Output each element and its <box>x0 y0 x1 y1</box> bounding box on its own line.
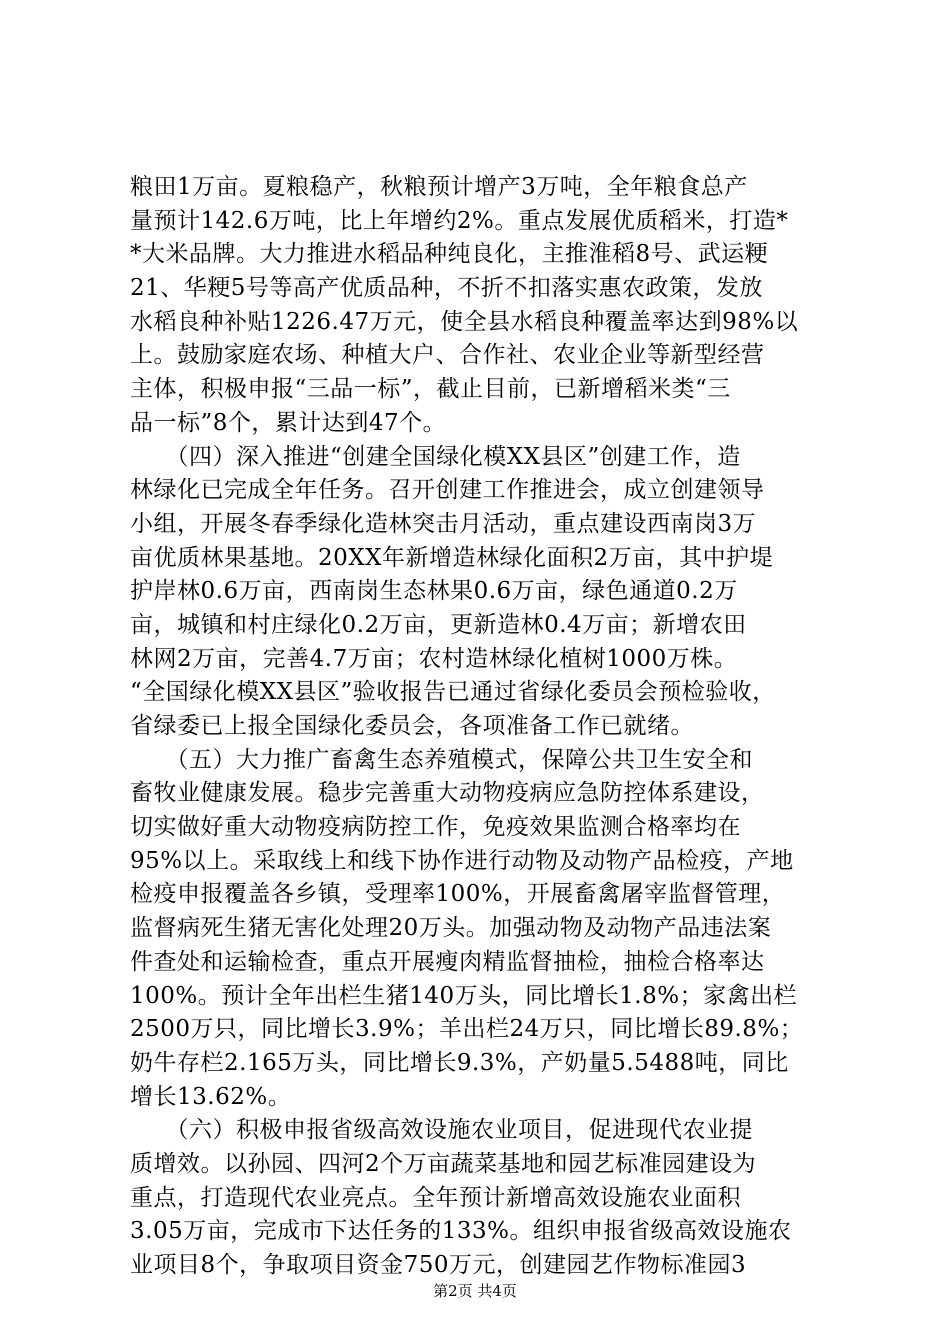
text-line: 件查处和运输检查，重点开展瘦肉精监督抽检，抽检合格率达 <box>130 948 765 975</box>
text-line: （四）深入推进“创建全国绿化模XX县区”创建工作，造 <box>130 443 741 470</box>
text-line: 品一标”8个，累计达到47个。 <box>130 409 447 436</box>
text-line: 监督病死生猪无害化处理20万头。加强动物及动物产品违法案 <box>130 915 772 942</box>
text-line: “全国绿化模XX县区”验收报告已通过省绿化委员会预检验收， <box>130 679 776 706</box>
page-footer <box>0 1280 950 1301</box>
text-line: 畜牧业健康发展。稳步完善重大动物疫病应急防控体系建设， <box>130 780 765 807</box>
text-line: 奶牛存栏2.165万头，同比增长9.3%，产奶量5.5488吨，同比 <box>130 1049 789 1076</box>
text-line: 水稻良种补贴1226.47万元，使全县水稻良种覆盖率达到98%以 <box>130 308 799 335</box>
text-line: 2500万只，同比增长3.9%；羊出栏24万只，同比增长89.8%； <box>130 1016 804 1043</box>
text-line: 量预计142.6万吨，比上年增约2%。重点发展优质稻米，打造* <box>130 207 789 234</box>
text-line: 省绿委已上报全国绿化委员会，各项准备工作已就绪。 <box>130 713 694 739</box>
text-line: 林网2万亩，完善4.7万亩；农村造林绿化植树1000万株。 <box>130 645 738 672</box>
text-line: 21、华粳5号等高产优质品种，不折不扣落实惠农政策，发放 <box>130 275 763 302</box>
text-line: （五）大力推广畜禽生态养殖模式，保障公共卫生安全和 <box>130 746 753 773</box>
text-line: 切实做好重大动物疫病防控工作，免疫效果监测合格率均在 <box>130 814 741 841</box>
text-line: 亩优质林果基地。20XX年新增造林绿化面积2万亩，其中护堤 <box>130 544 774 571</box>
document-body <box>130 171 824 1283</box>
text-line: 林绿化已完成全年任务。召开创建工作推进会，成立创建领导 <box>130 477 765 504</box>
text-line: 主体，积极申报“三品一标”，截止目前，已新增稻米类“三 <box>130 376 731 403</box>
text-line: 3.05万亩，完成市下达任务的133%。组织申报省级高效设施农 <box>130 1218 792 1245</box>
text-line: *大米品牌。大力推进水稻品种纯良化，主推淮稻8号、武运粳 <box>130 241 769 268</box>
text-line: 95%以上。采取线上和线下协作进行动物及动物产品检疫，产地 <box>130 847 794 874</box>
text-line: 粮田1万亩。夏粮稳产，秋粮预计增产3万吨，全年粮食总产 <box>130 174 748 200</box>
text-line: 业项目8个，争取项目资金750万元，创建园艺作物标准园3 <box>130 1252 747 1278</box>
text-line: 增长13.62%。 <box>130 1083 292 1110</box>
text-line: 质增效。以孙园、四河2个万亩蔬菜基地和园艺标准园建设为 <box>130 1150 757 1177</box>
text-line: 护岸林0.6万亩，西南岗生态林果0.6万亩，绿色通道0.2万 <box>130 578 738 605</box>
text-line: 重点，打造现代农业亮点。全年预计新增高效设施农业面积 <box>130 1184 741 1211</box>
text-line: 检疫申报覆盖各乡镇，受理率100%，开展畜禽屠宰监督管理， <box>130 881 786 908</box>
text-line: （六）积极申报省级高效设施农业项目，促进现代农业提 <box>130 1117 753 1144</box>
text-line: 上。鼓励家庭农场、种植大户、合作社、农业企业等新型经营 <box>130 342 765 369</box>
text-line: 亩，城镇和村庄绿化0.2万亩，更新造林0.4万亩；新增农田 <box>130 611 747 638</box>
text-line: 100%。预计全年出栏生猪140万头，同比增长1.8%；家禽出栏 <box>130 982 798 1009</box>
text-line: 小组，开展冬春季绿化造林突击月活动，重点建设西南岗3万 <box>130 510 757 537</box>
page-number: 第2页 共4页 <box>433 1282 517 1300</box>
